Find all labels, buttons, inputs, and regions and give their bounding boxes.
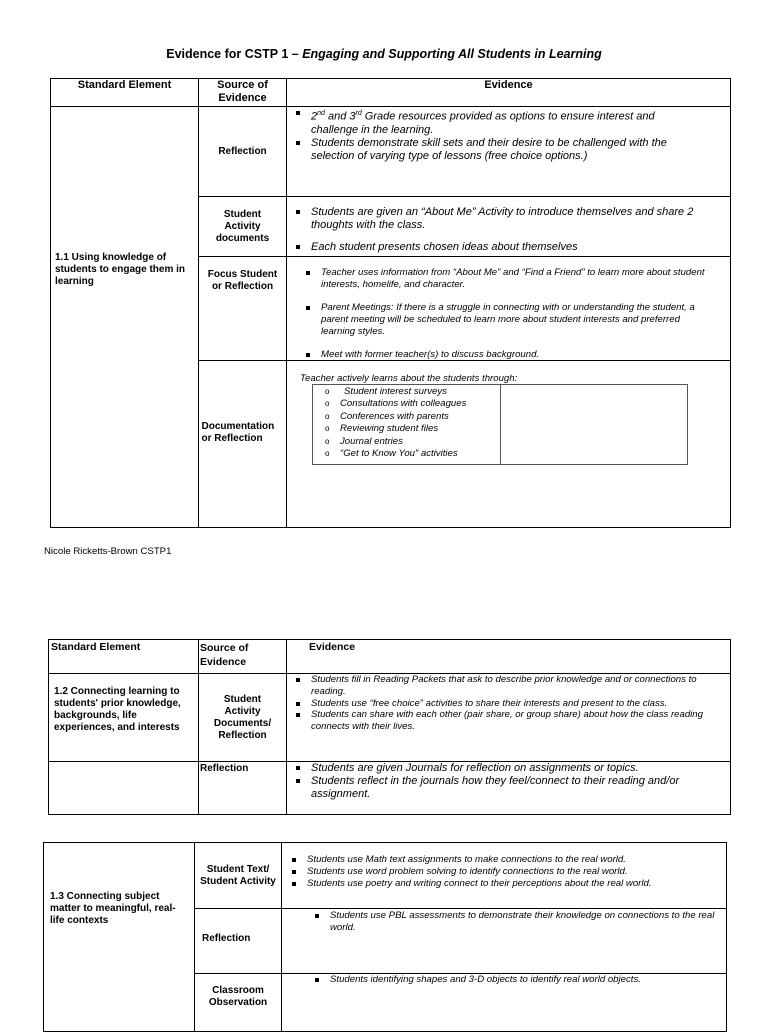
evidence-item: Students are given Journals for reflection on assignments or topics. [289, 762, 709, 775]
source-label: Student Activity documents [215, 208, 270, 244]
source-label: Documentation or Reflection [201, 421, 275, 444]
evidence-item: Students use poetry and writing connect to their perceptions about the real world. [285, 878, 723, 890]
page-title [0, 47, 768, 61]
list-item: o Consultations with colleagues [313, 398, 499, 410]
table3-source-student-text [194, 842, 282, 909]
evidence-item: Each student presents chosen ideas about themselves [289, 241, 709, 254]
table2-evidence-student-activity [286, 673, 731, 762]
table1-header-source [198, 78, 287, 107]
table3-evidence-student-text [281, 842, 727, 909]
table2-source-student-activity [198, 673, 287, 762]
standard-element-1-3: 1.3 Connecting subject matter to meaningful, real-life contexts [50, 891, 176, 926]
header-label: Evidence [484, 79, 533, 91]
table2-header-source [198, 639, 287, 674]
evidence-item: 2nd and 3rd Grade resources provided as options to ensure interest and challenge in the learning. [289, 107, 704, 137]
evidence-item: Students reflect in the journals how they feel/connect to their reading and/or assignment. [289, 775, 709, 801]
header-label: Source of Evidence [217, 79, 268, 104]
standard-element-1-2: 1.2 Connecting learning to students' prior knowledge, backgrounds, life experiences, and interests [54, 686, 181, 733]
header-label: Source of Evidence [200, 642, 249, 668]
table2-header-evidence [286, 639, 731, 674]
list-item: o “Get to Know You” activities [313, 448, 499, 460]
source-label: Student Text/ Student Activity [200, 863, 276, 887]
table1-source-focus-student [198, 256, 287, 361]
evidence-item: Students fill in Reading Packets that ask to describe prior knowledge and or connections to reading. [289, 674, 727, 698]
header-label: Evidence [309, 641, 356, 653]
table1-evidence-student-activity [286, 196, 731, 257]
source-label: Focus Student or Reflection [207, 269, 278, 292]
evidence-item: Students use PBL assessments to demonstrate their knowledge on connections to the real world. [308, 910, 723, 934]
table2-source-reflection [198, 761, 287, 815]
table2-standard-cell-empty [48, 761, 199, 815]
standard-element-1-1: 1.1 Using knowledge of students to engage them in learning [55, 252, 186, 287]
source-label: Reflection [218, 146, 267, 157]
evidence-intro: Teacher actively learns about the students through: [300, 373, 518, 384]
evidence-item: Meet with former teacher(s) to discuss background. [299, 349, 709, 361]
header-label: Standard Element [77, 79, 172, 91]
source-label: Classroom Observation [208, 985, 268, 1008]
source-label: Reflection [202, 933, 251, 944]
evidence-item: Teacher uses information from “About Me” and “Find a Friend” to learn more about student interests, homelife, and character. [299, 267, 709, 291]
table3-source-reflection [194, 908, 282, 974]
table1-evidence-documentation [286, 360, 731, 528]
table1-source-reflection [198, 106, 287, 197]
table2-standard-cell [48, 673, 199, 762]
evidence-item: Students use “free choice” activities to share their interests and present to the class. [289, 698, 727, 710]
author-footer: Nicole Ricketts-Brown CSTP1 [44, 546, 172, 557]
header-label: Standard Element [51, 641, 141, 653]
evidence-item: Parent Meetings: If there is a struggle in connecting with or understanding the student, a parent meeting will be scheduled to learn more about student interests and preferred learning styles. [299, 302, 709, 338]
table2-header-standard [48, 639, 199, 674]
table2-evidence-reflection [286, 761, 731, 815]
table3-standard-cell [43, 842, 195, 1032]
methods-box [312, 384, 688, 465]
table1-source-documentation [198, 360, 287, 528]
table3-evidence-reflection [281, 908, 727, 974]
table3-source-observation [194, 973, 282, 1032]
table1-source-student-activity [198, 196, 287, 257]
table1-evidence-focus-student [286, 256, 731, 361]
evidence-item: Students use word problem solving to identify connections to the real world. [285, 866, 723, 878]
title-prefix: Evidence for CSTP 1 – [166, 47, 299, 61]
box-divider [500, 385, 501, 464]
list-item: o Journal entries [313, 436, 499, 448]
table1-header-evidence [286, 78, 731, 107]
evidence-item: Students identifying shapes and 3-D objects to identify real world objects. [308, 974, 723, 986]
table1-evidence-reflection [286, 106, 731, 197]
methods-list [313, 386, 499, 460]
source-label: Student Activity Documents/ Reflection [213, 693, 272, 741]
table1-header-standard [50, 78, 199, 107]
evidence-item: Students are given an “About Me” Activity to introduce themselves and share 2 thoughts with the class. [289, 206, 709, 232]
table3-evidence-observation [281, 973, 727, 1032]
source-label: Reflection [200, 763, 249, 774]
evidence-item: Students can share with each other (pair share, or group share) about how the class reading connects with their lives. [289, 709, 727, 733]
title-emphasis: Engaging and Supporting All Students in Learning [302, 47, 602, 61]
evidence-item: Students demonstrate skill sets and their desire to be challenged with the selection of varying type of lessons (free choice options.) [289, 137, 704, 163]
list-item: o Reviewing student files [313, 423, 499, 435]
list-item: o Student interest surveys [313, 386, 499, 398]
evidence-item: Students use Math text assignments to make connections to the real world. [285, 854, 723, 866]
table1-standard-cell [50, 106, 199, 528]
list-item: o Conferences with parents [313, 411, 499, 423]
